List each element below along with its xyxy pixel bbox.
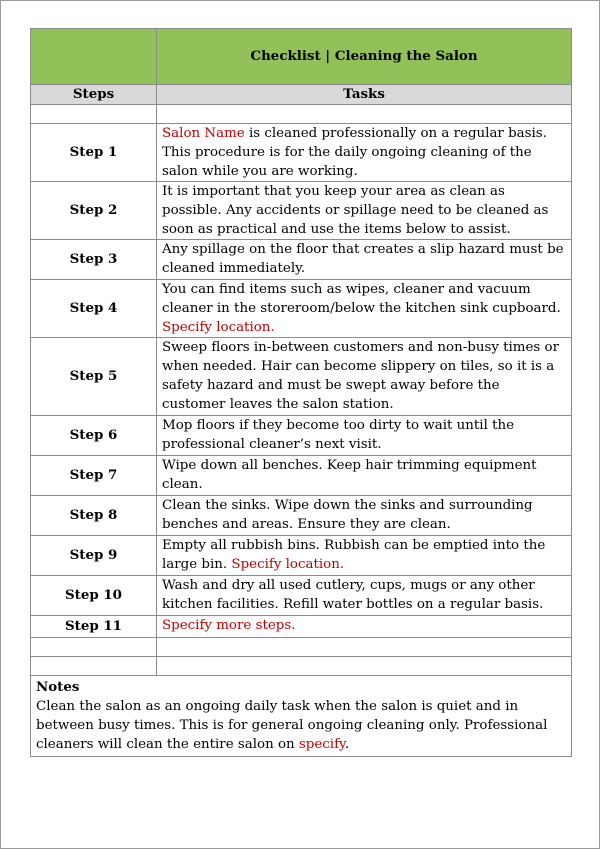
notes-text: Clean the salon as an ongoing daily task when the salon is quiet and in between busy times. This is for general ongoing cleaning only. Professional cleaners will clean the entire salon on — [36, 699, 548, 752]
step-label: Step 11 — [31, 616, 157, 638]
step-label: Step 5 — [31, 338, 157, 416]
step-row — [31, 182, 572, 240]
task-text — [157, 576, 572, 616]
step-row — [31, 280, 572, 338]
step-row — [31, 536, 572, 576]
task-text — [157, 456, 572, 496]
task-placeholder: Salon Name — [162, 126, 245, 141]
blank-row — [31, 105, 572, 124]
step-label: Step 4 — [31, 280, 157, 338]
title-row — [31, 29, 572, 85]
blank-cell — [157, 657, 572, 676]
step-label: Step 3 — [31, 240, 157, 280]
title-spacer-cell — [31, 29, 157, 85]
task-text — [157, 338, 572, 416]
task-text — [157, 124, 572, 182]
blank-cell — [157, 638, 572, 657]
tasks-header: Tasks — [157, 85, 572, 105]
step-row — [31, 124, 572, 182]
blank-row — [31, 657, 572, 676]
task-body: It is important that you keep your area as clean as possible. Any accidents or spillage need to be cleaned as soon as practical and use the items below to assist. — [162, 184, 549, 237]
blank-cell — [31, 657, 157, 676]
step-label: Step 9 — [31, 536, 157, 576]
notes-end: . — [344, 737, 350, 752]
task-body: Wipe down all benches. Keep hair trimming equipment clean. — [162, 458, 537, 492]
blank-cell — [31, 638, 157, 657]
step-label: Step 7 — [31, 456, 157, 496]
task-body: Wash and dry all used cutlery, cups, mugs or any other kitchen facilities. Refill water bottles on a regular basis. — [162, 578, 544, 612]
task-body: Clean the sinks. Wipe down the sinks and surrounding benches and areas. Ensure they are clean. — [162, 498, 533, 532]
blank-cell — [31, 105, 157, 124]
step-label: Step 6 — [31, 416, 157, 456]
step-label: Step 1 — [31, 124, 157, 182]
task-body: Mop floors if they become too dirty to wait until the professional cleaner’s next visit. — [162, 418, 515, 452]
header-row — [31, 85, 572, 105]
task-placeholder: Specify location. — [231, 557, 345, 572]
step-label: Step 10 — [31, 576, 157, 616]
task-placeholder: Specify more steps. — [162, 618, 296, 633]
task-text — [157, 616, 572, 638]
blank-cell — [157, 105, 572, 124]
step-row — [31, 576, 572, 616]
task-text — [157, 536, 572, 576]
task-text — [157, 240, 572, 280]
task-body: You can find items such as wipes, cleaner and vacuum cleaner in the storeroom/below the kitchen sink cupboard. — [162, 282, 561, 316]
step-row — [31, 338, 572, 416]
task-body: Sweep floors in-between customers and non-busy times or when needed. Hair can become slippery on tiles, so it is a safety hazard and must be swept away before the customer leaves the salon station. — [162, 340, 560, 412]
task-text — [157, 496, 572, 536]
step-row — [31, 496, 572, 536]
notes-body — [36, 697, 566, 754]
checklist-table — [30, 28, 572, 757]
task-text — [157, 280, 572, 338]
notes-title: Notes — [36, 679, 80, 695]
step-row — [31, 416, 572, 456]
notes-row — [31, 676, 572, 757]
notes-cell — [31, 676, 572, 757]
checklist-title: Checklist | Cleaning the Salon — [157, 29, 572, 85]
step-row — [31, 240, 572, 280]
task-body: is cleaned professionally on a regular basis. This procedure is for the daily ongoing cleaning of the salon while you are working. — [162, 126, 547, 179]
blank-row — [31, 638, 572, 657]
step-row — [31, 456, 572, 496]
task-placeholder: Specify location. — [162, 320, 275, 335]
task-body: Empty all rubbish bins. Rubbish can be emptied into the large bin. — [162, 538, 546, 572]
steps-header: Steps — [31, 85, 157, 105]
task-text — [157, 182, 572, 240]
step-row — [31, 616, 572, 638]
step-label: Step 8 — [31, 496, 157, 536]
task-body: Any spillage on the floor that creates a slip hazard must be cleaned immediately. — [162, 242, 564, 276]
notes-placeholder: specify — [298, 737, 345, 752]
step-label: Step 2 — [31, 182, 157, 240]
task-text — [157, 416, 572, 456]
